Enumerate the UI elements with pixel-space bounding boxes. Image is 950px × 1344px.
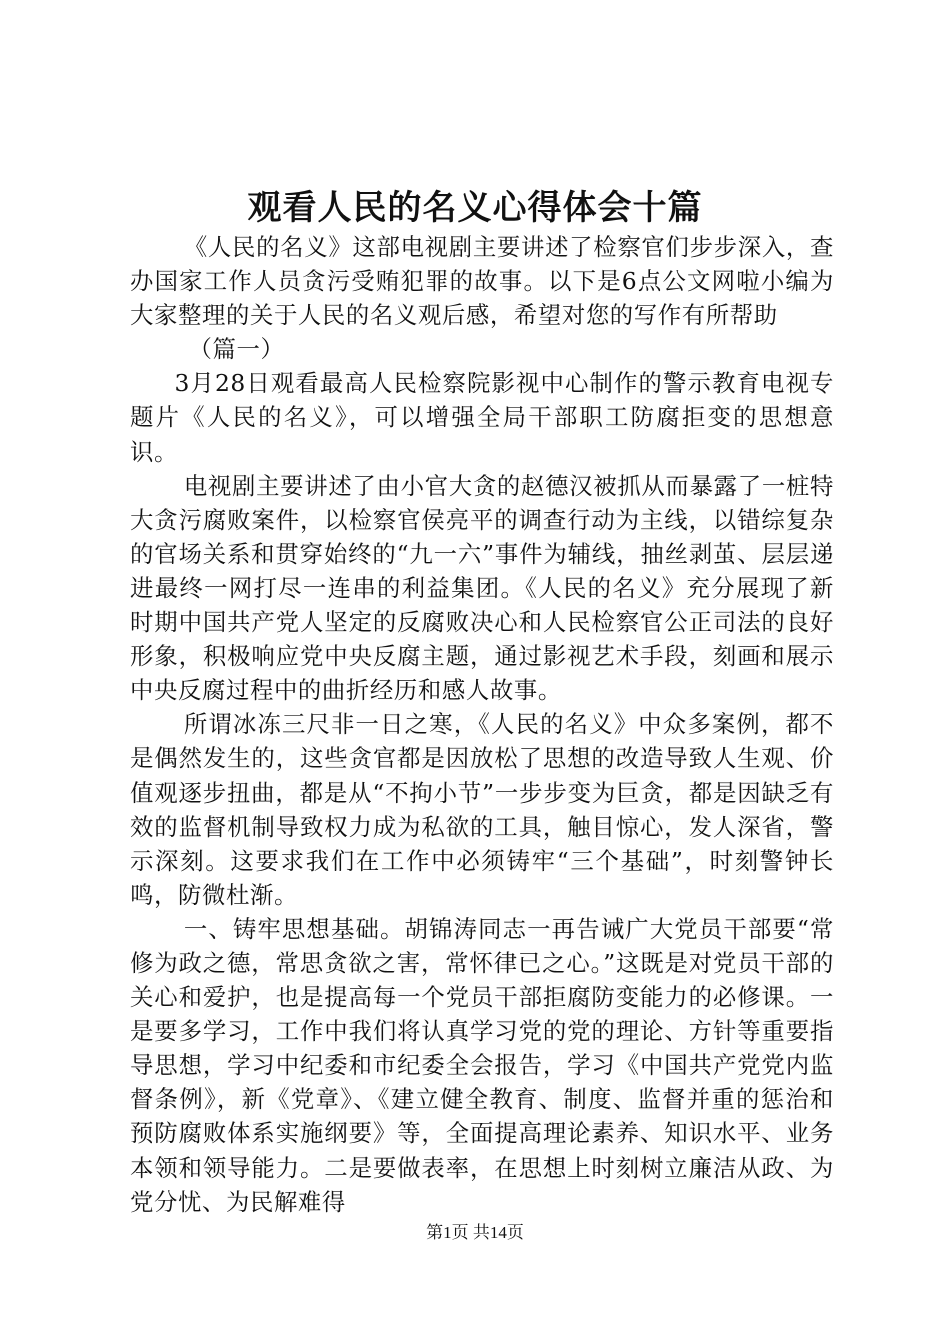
body-paragraph: 一、铸牢思想基础。胡锦涛同志一再告诫广大党员干部要“常修为政之德，常思贪欲之害，常怀律已之心。”这既是对党员干部的关心和爱护，也是提高每一个党员干部拒腐防变能力的必修课。一是要多学习，工作中我们将认真学习党的党的理论、方针等重要指导思想，学习中纪委和市纪委全会报告，学习《中国共产党党内监督条例》，新《党章》、《建立健全教育、制度、监督并重的惩治和预防腐败体系实施纲要》等，全面提高理论素养、知识水平、业务本领和领导能力。二是要做表率，在思想上时刻树立廉洁从政、为党分忧、为民解难得 bbox=[130, 914, 834, 1216]
document-title: 观看人民的名义心得体会十篇 bbox=[247, 188, 703, 228]
intro-paragraph: 《人民的名义》这部电视剧主要讲述了检察官们步步深入，查办国家工作人员贪污受贿犯罪的故事。以下是6点公文网啦小编为大家整理的关于人民的名义观后感，希望对您的写作有所帮助 bbox=[130, 233, 834, 330]
document-body bbox=[130, 230, 834, 1219]
body-paragraph: 电视剧主要讲述了由小官大贪的赵德汉被抓从而暴露了一桩特大贪污腐败案件，以检察官侯亮平的调查行动为主线，以错综复杂的官场关系和贯穿始终的“九一六”事件为辅线，抽丝剥茧、层层递进最终一网打尽一连串的利益集团。《人民的名义》充分展现了新时期中国共产党人坚定的反腐败决心和人民检察官公正司法的良好形象，积极响应党中央反腐主题，通过影视艺术手段，刻画和展示中央反腐过程中的曲折经历和感人故事。 bbox=[130, 471, 834, 705]
section-heading: （篇一） bbox=[188, 335, 285, 364]
body-paragraph: 所谓冰冻三尺非一日之寒，《人民的名义》中众多案例，都不是偶然发生的，这些贪官都是因放松了思想的改造导致人生观、价值观逐步扭曲，都是从“不拘小节”一步步变为巨贪，都是因缺乏有效的监督机制导致权力成为私欲的工具，触目惊心，发人深省，警示深刻。这要求我们在工作中必须铸牢“三个基础”，时刻警钟长鸣，防微杜渐。 bbox=[130, 710, 834, 909]
body-paragraph: 3月28日观看最高人民检察院影视中心制作的警示教育电视专题片《人民的名义》，可以增强全局干部职工防腐拒变的思想意识。 bbox=[130, 369, 834, 466]
page-footer: 第1页 共14页 bbox=[426, 1223, 524, 1242]
